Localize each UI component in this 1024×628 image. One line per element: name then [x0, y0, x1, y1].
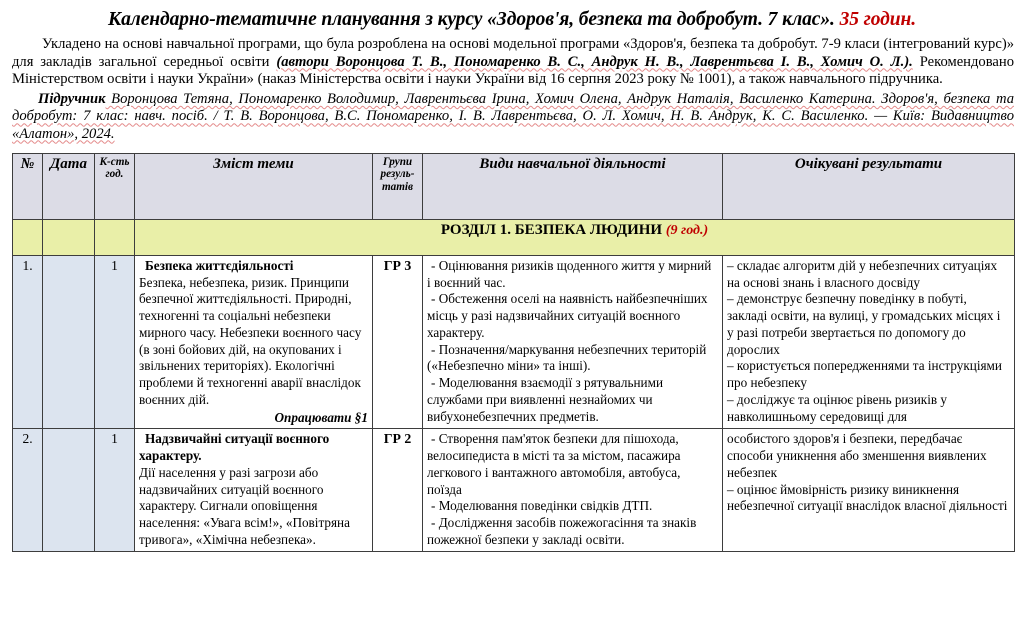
- page-title-hours: 35 годин.: [839, 9, 916, 30]
- textbook-citation: Воронцова Тетяна, Пономаренко Володимир, Лаврентьєва Ірина, Хомич Олена, Андрук Наталія, Василенко Катерина. Здоров'я, безпека та добробут: 7 клас: навч. посіб. / Т. В. Воронцова, В.С. Пономаренко, І. В. Лаврентьєва, О. Л. Хомич, Н. В. Андрук, К. С. Василенко. — Київ: Видавництво «Алатон», 2024.: [12, 91, 1014, 142]
- cell-hours: 1: [95, 255, 135, 429]
- cell-activities: [423, 429, 723, 551]
- section-title-text: РОЗДІЛ 1. БЕЗПЕКА ЛЮДИНИ: [440, 221, 663, 238]
- planning-table: [12, 153, 1015, 552]
- result-line: – досліджує та оцінює рівень ризиків у навколишньому середовищі для: [727, 391, 947, 424]
- cell-number: 2.: [13, 429, 43, 551]
- activity-line: - Позначення/маркування небезпечних територій («Небезпечно міни» та інші).: [427, 341, 707, 374]
- cell-result-group: ГР 2: [373, 429, 423, 551]
- column-header-groups: Групи резуль-татів: [373, 153, 423, 219]
- textbook-label: Підручник: [38, 91, 106, 108]
- table-row: [13, 429, 1015, 551]
- intro-program-text-lead: Укладено на основі навчальної програми, що була розроблена на основі модельної програми «Здоров'я, безпека та добробут. 7-9 класи (інтегрований курс)» для закладів загальної середньої освіти: [12, 36, 1014, 70]
- result-line: – оцінює ймовірність ризику виникнення небезпечної ситуації внаслідок власної діяльності: [727, 481, 1008, 514]
- column-header-number: №: [13, 153, 43, 219]
- column-header-activity: Види навчальної діяльності: [423, 153, 723, 219]
- section-spacer-date: [43, 219, 95, 255]
- topic-body: Безпека, небезпека, ризик. Принципи безпечної життєдіяльності. Природні, техногенні та соціальні небезпеки мирного часу. Небезпеки воєнного часу (в зоні бойових дій, на окупованих і звільнених територіях). Екологічні проблеми й техногенні аварії внаслідок воєнних дій.: [139, 274, 362, 407]
- topic-title: Безпека життєдіяльності: [145, 257, 294, 273]
- cell-result-group: ГР 3: [373, 255, 423, 429]
- result-line: – демонструє безпечну поведінку в побуті, закладі освіти, на вулиці, у громадських місцях і у разі потреби звертається по допомогу до дорослих: [727, 291, 1001, 357]
- column-header-results: Очікувані результати: [723, 153, 1015, 219]
- topic-homework: Опрацювати §1: [274, 409, 368, 425]
- result-line: – складає алгоритм дій у небезпечних ситуаціях на основі знань і власного досвіду: [727, 257, 998, 290]
- section-title-cell: [135, 219, 1015, 255]
- activity-line: - Створення пам'яток безпеки для пішохода, велосипедиста в місті та за містом, пасажира легкового і вантажного автомобіля, автобуса, поїзда: [427, 431, 681, 497]
- intro-paragraph-program: [12, 36, 1014, 88]
- activity-line: - Обстеження оселі на наявність найбезпечніших місць у разі надзвичайних ситуацій воєнного характеру.: [427, 291, 708, 340]
- table-row: [13, 255, 1015, 429]
- section-spacer-number: [13, 219, 43, 255]
- planning-table-wrapper: [0, 145, 1024, 552]
- section-banner-row: [13, 219, 1015, 255]
- column-header-hours: К-сть год.: [95, 153, 135, 219]
- activity-line: - Дослідження засобів пожежогасіння та знаків пожежної безпеки у закладі освіти.: [427, 515, 697, 547]
- cell-topic-content: [135, 429, 373, 551]
- table-header: [13, 153, 1015, 219]
- intro-section: [0, 36, 1024, 142]
- result-line: – користується попередженнями та інструкціями про небезпеку: [727, 358, 1002, 391]
- topic-body: Дії населення у разі загрози або надзвичайних ситуацій воєнного характеру. Сигнали оповіщення населення: «Увага всім!», «Повітряна тривога», «Хімічна небезпека».: [139, 464, 350, 547]
- table-header-row: [13, 153, 1015, 219]
- activity-line: - Моделювання поведінки свідків ДТП.: [431, 498, 653, 514]
- section-hours-text: (9 год.): [665, 222, 709, 238]
- cell-expected-results: [723, 255, 1015, 429]
- cell-number: 1.: [13, 255, 43, 429]
- column-header-content: Зміст теми: [135, 153, 373, 219]
- cell-topic-content: [135, 255, 373, 429]
- cell-date: [43, 429, 95, 551]
- cell-date: [43, 255, 95, 429]
- cell-activities: [423, 255, 723, 429]
- intro-program-text-tail: Рекомендовано Міністерством освіти і науки України» (наказ Міністерства освіти і науки України від 16 серпня 2023 року № 1001), а також навчального підручника.: [12, 53, 1014, 87]
- page-title: [0, 0, 1024, 36]
- intro-program-authors: (автори Воронцова Т. В., Пономаренко В. С., Андрук Н. В., Лаврентьєва І. В., Хомич О. Л.).: [276, 53, 913, 70]
- page-title-main: Календарно-тематичне планування з курсу «Здоров'я, безпека та добробут. 7 клас».: [108, 9, 835, 30]
- cell-expected-results: [723, 429, 1015, 551]
- activity-line: - Оцінювання ризиків щоденного життя у мирний і воєнний час.: [427, 257, 712, 290]
- column-header-date: Дата: [43, 153, 95, 219]
- activity-line: - Моделювання взаємодії з рятувальними службами при виявленні незнайомих чи вибухонебезпечних предметів.: [427, 375, 664, 424]
- table-body: [13, 219, 1015, 551]
- cell-hours: 1: [95, 429, 135, 551]
- intro-paragraph-textbook: [12, 91, 1014, 143]
- topic-title: Надзвичайні ситуації воєнного характеру.: [139, 431, 330, 464]
- section-spacer-hours: [95, 219, 135, 255]
- result-line: особистого здоров'я і безпеки, передбачає способи уникнення або зменшення виявлених небезпек: [727, 431, 987, 480]
